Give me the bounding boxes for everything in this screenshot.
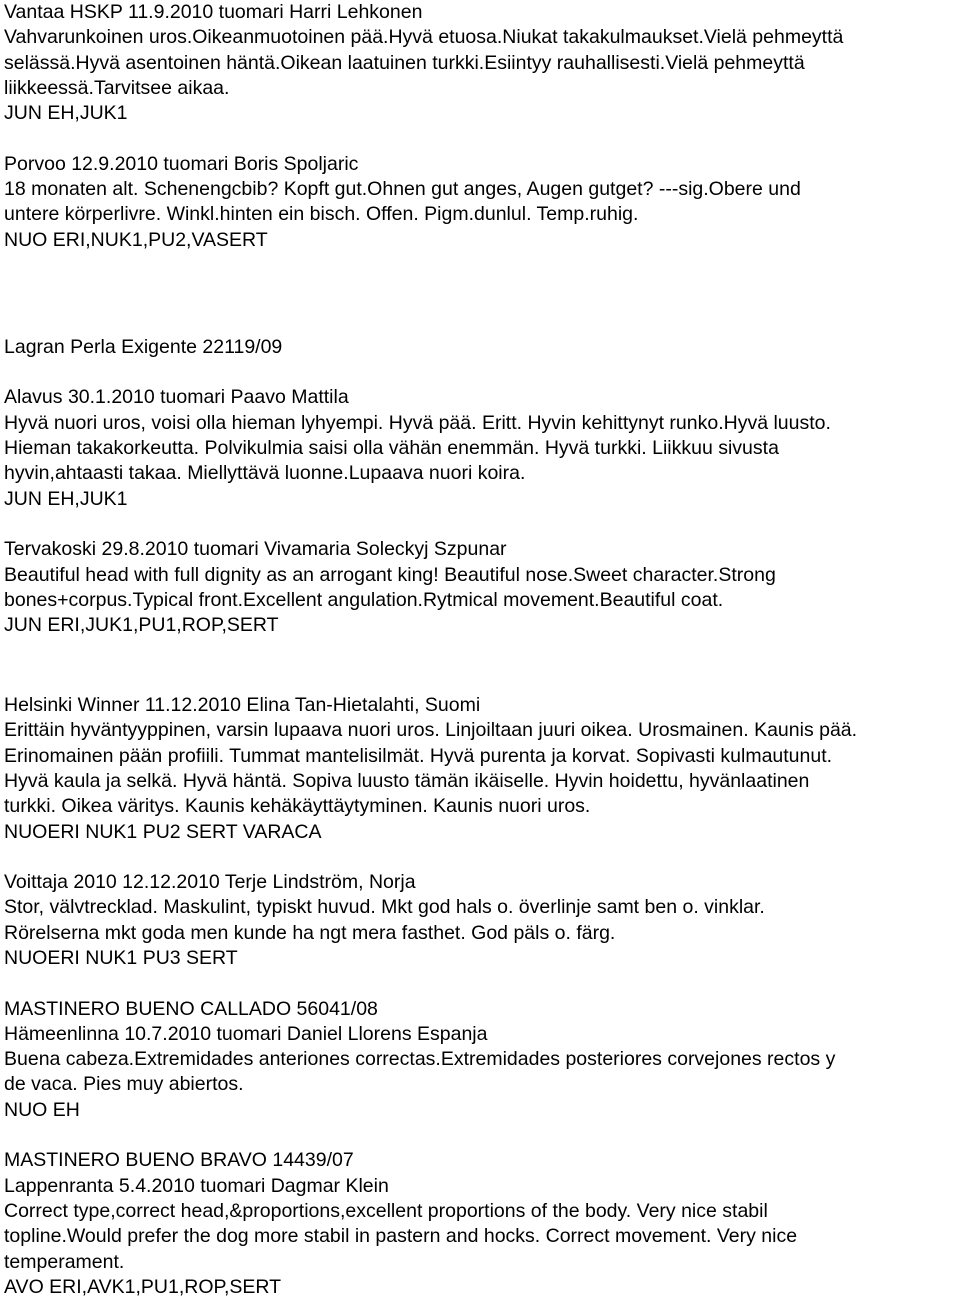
critique-line: de vaca. Pies muy abiertos. (4, 1073, 244, 1096)
critique-line: turkki. Oikea väritys. Kaunis kehäkäyttäytyminen. Kaunis nuori uros. (4, 795, 591, 818)
critique-line: Vahvarunkoinen uros.Oikeanmuotoinen pää.Hyvä etuosa.Niukat takakulmaukset.Vielä pehmeyttä (4, 26, 844, 49)
entry-alavus (4, 385, 956, 511)
spacer (4, 253, 956, 329)
critique-line: Rörelserna mkt goda men kunde ha ngt mera fasthet. God päls o. färg. (4, 921, 616, 944)
dog-name-heading: MASTINERO BUENO BRAVO 14439/07 (4, 1149, 354, 1172)
show-header: Porvoo 12.9.2010 tuomari Boris Spoljaric (4, 152, 359, 175)
show-header: Vantaa HSKP 11.9.2010 tuomari Harri Lehkonen (4, 1, 423, 23)
critique-line: Hieman takakorkeutta. Polvikulmia saisi olla vähän enemmän. Hyvä turkki. Liikkuu sivusta (4, 437, 779, 460)
critique-line: Stor, välvtrecklad. Maskulint, typiskt huvud. Mkt god hals o. överlinje samt ben o. vinklar. (4, 896, 765, 919)
show-header: Alavus 30.1.2010 tuomari Paavo Mattila (4, 386, 349, 409)
critique-line: Hyvä nuori uros, voisi olla hieman lyhyempi. Hyvä pää. Eritt. Hyvin kehittynyt runko.Hyvä luusto. (4, 411, 831, 434)
spacer (4, 638, 956, 689)
critique-line: Erinomainen pään profiili. Tummat mantelisilmät. Hyvä purenta ja korvat. Sopivasti kulmautunut. (4, 744, 833, 767)
critique-line: Erittäin hyväntyyppinen, varsin lupaava nuori uros. Linjoiltaan juuri oikea. Urosmainen. Kaunis pää. (4, 719, 858, 742)
entry-vantaa (4, 0, 956, 126)
spacer (4, 126, 956, 151)
dog-name-heading: MASTINERO BUENO CALLADO 56041/08 (4, 997, 378, 1020)
spacer (4, 845, 956, 870)
spacer (4, 360, 956, 385)
show-header: Hämeenlinna 10.7.2010 tuomari Daniel Llorens Espanja (4, 1022, 488, 1045)
spacer (4, 971, 956, 996)
result-line: NUOERI NUK1 PU3 SERT (4, 946, 238, 969)
entry-porvoo (4, 152, 956, 253)
critique-line: Beautiful head with full dignity as an arrogant king! Beautiful nose.Sweet character.Strong (4, 563, 776, 586)
entry-helsinki (4, 693, 956, 845)
show-header: Lappenranta 5.4.2010 tuomari Dagmar Klein (4, 1174, 389, 1197)
critique-line: Correct type,correct head,&proportions,excellent proportions of the body. Very nice stabil (4, 1199, 768, 1222)
entry-callado (4, 997, 956, 1123)
show-header: Helsinki Winner 11.12.2010 Elina Tan-Hietalahti, Suomi (4, 694, 481, 717)
critique-line: 18 monaten alt. Schenengcbib? Kopft gut.Ohnen gut anges, Augen gutget? ---sig.Obere und (4, 178, 801, 201)
critique-line: hyvin,ahtaasti takaa. Miellyttävä luonne.Lupaava nuori koira. (4, 462, 526, 485)
result-line: JUN EH,JUK1 (4, 102, 128, 125)
entry-tervakoski (4, 537, 956, 638)
critique-line: liikkeessä.Tarvitsee aikaa. (4, 76, 230, 99)
result-line: NUO EH (4, 1098, 80, 1121)
entry-bravo (4, 1148, 956, 1300)
entry-dog-name (4, 335, 956, 360)
show-header: Voittaja 2010 12.12.2010 Terje Lindström, Norja (4, 871, 416, 894)
result-line: JUN EH,JUK1 (4, 487, 128, 510)
critique-line: bones+corpus.Typical front.Excellent angulation.Rytmical movement.Beautiful coat. (4, 588, 724, 611)
critique-line: temperament. (4, 1250, 125, 1273)
result-line: NUOERI NUK1 PU2 SERT VARACA (4, 820, 322, 843)
critique-line: selässä.Hyvä asentoinen häntä.Oikean laatuinen turkki.Esiintyy rauhallisesti.Vielä pehmeyttä (4, 51, 805, 74)
critique-line: Hyvä kaula ja selkä. Hyvä häntä. Sopiva luusto tämän ikäiselle. Hyvin hoidettu, hyvänlaatinen (4, 769, 810, 792)
spacer (4, 512, 956, 537)
result-line: NUO ERI,NUK1,PU2,VASERT (4, 228, 268, 251)
critique-line: topline.Would prefer the dog more stabil in pastern and hocks. Correct movement. Very nice (4, 1225, 798, 1248)
entry-voittaja (4, 870, 956, 971)
spacer (4, 1123, 956, 1148)
result-line: AVO ERI,AVK1,PU1,ROP,SERT (4, 1275, 282, 1298)
result-line: JUN ERI,JUK1,PU1,ROP,SERT (4, 614, 279, 637)
dog-name-heading: Lagran Perla Exigente 22119/09 (4, 335, 283, 358)
show-header: Tervakoski 29.8.2010 tuomari Vivamaria Soleckyj Szpunar (4, 538, 507, 561)
critique-line: Buena cabeza.Extremidades anteriones correctas.Extremidades posteriores corvejones rectos y (4, 1048, 836, 1071)
critique-line: untere körperlivre. Winkl.hinten ein bisch. Offen. Pigm.dunlul. Temp.ruhig. (4, 203, 639, 226)
